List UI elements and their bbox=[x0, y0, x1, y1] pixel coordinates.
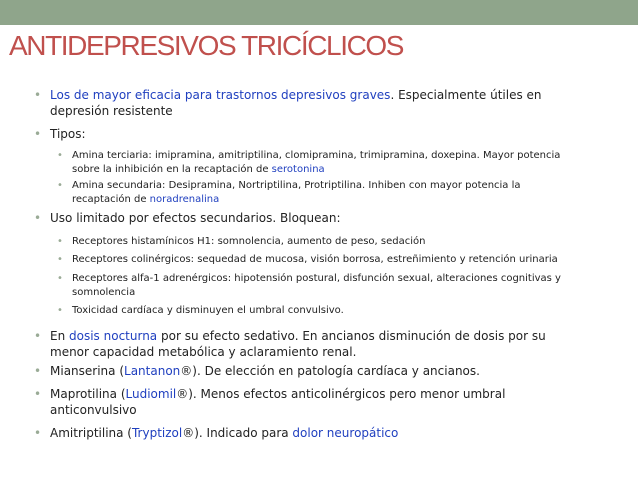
subbullet-alfa1 bbox=[57, 272, 561, 300]
highlight-text: Ludiomil bbox=[125, 387, 177, 401]
bullet-text: Amina terciaria: imipramina, amitriptilina, clomipramina, trimipramina, doxepina. Mayor potencia bbox=[72, 150, 561, 161]
bullet-tipos bbox=[34, 126, 86, 142]
bullet-eficacia bbox=[34, 87, 542, 119]
highlight-text: Los de mayor eficacia para trastornos depresivos graves bbox=[50, 88, 391, 102]
bullet-text: Toxicidad cardíaca y disminuyen el umbral convulsivo. bbox=[72, 305, 344, 316]
subbullet-toxicidad bbox=[57, 304, 344, 318]
highlight-text: noradrenalina bbox=[149, 194, 220, 205]
highlight-text: dosis nocturna bbox=[69, 329, 158, 343]
bullet-uso-limitado bbox=[34, 210, 341, 226]
highlight-text: serotonina bbox=[271, 164, 325, 175]
bullet-marker: • bbox=[57, 236, 63, 247]
bullet-marker: • bbox=[34, 387, 42, 401]
bullet-text: ®). Menos efectos anticolinérgicos pero menor umbral bbox=[176, 387, 506, 401]
bullet-text: En bbox=[50, 329, 70, 343]
bullet-text-line2: menor capacidad metabólica y aclaramiento renal. bbox=[50, 345, 357, 359]
bullet-text: ®). Indicado para bbox=[182, 426, 293, 440]
bullet-text: Uso limitado por efectos secundarios. Bloquean: bbox=[50, 211, 341, 225]
bullet-text: Maprotilina ( bbox=[50, 387, 126, 401]
highlight-text: Lantanon bbox=[124, 364, 181, 378]
bullet-marker: • bbox=[34, 426, 42, 440]
bullet-text: Amina secundaria: Desipramina, Nortriptilina, Protriptilina. Inhiben con mayor potencia la bbox=[72, 180, 521, 191]
subbullet-amina-secundaria bbox=[57, 179, 521, 207]
bullet-amitriptilina bbox=[34, 425, 399, 441]
bullet-text: Receptores histamínicos H1: somnolencia, aumento de peso, sedación bbox=[72, 236, 426, 247]
highlight-text: dolor neuropático bbox=[292, 426, 399, 440]
bullet-text: Tipos: bbox=[50, 127, 86, 141]
bullet-text-line2: recaptación de bbox=[72, 194, 150, 205]
bullet-marker: • bbox=[34, 329, 42, 343]
bullet-text: . Especialmente útiles en bbox=[390, 88, 542, 102]
bullet-text-line2: somnolencia bbox=[72, 287, 136, 298]
bullet-marker: • bbox=[57, 150, 63, 161]
top-color-band bbox=[0, 0, 638, 25]
highlight-text: Tryptizol bbox=[131, 426, 183, 440]
bullet-marker: • bbox=[57, 254, 63, 265]
bullet-marker: • bbox=[34, 88, 42, 102]
bullet-marker: • bbox=[57, 180, 63, 191]
bullet-marker: • bbox=[57, 273, 63, 284]
bullet-text: Receptores alfa-1 adrenérgicos: hipotensión postural, disfunción sexual, alteraciones cognitivas y bbox=[72, 273, 561, 284]
bullet-marker: • bbox=[34, 364, 42, 378]
bullet-marker: • bbox=[34, 211, 42, 225]
bullet-text: por su efecto sedativo. En ancianos disminución de dosis por su bbox=[157, 329, 546, 343]
bullet-text: Receptores colinérgicos: sequedad de mucosa, visión borrosa, estreñimiento y retención urinaria bbox=[72, 254, 558, 265]
bullet-text-line2: sobre la inhibición en la recaptación de bbox=[72, 164, 272, 175]
bullet-marker: • bbox=[57, 305, 63, 316]
subbullet-amina-terciaria bbox=[57, 149, 561, 177]
bullet-text: Amitriptilina ( bbox=[50, 426, 132, 440]
subbullet-colinergicos bbox=[57, 253, 558, 267]
bullet-maprotilina bbox=[34, 386, 506, 418]
bullet-mianserina bbox=[34, 363, 480, 379]
bullet-text-line2: anticonvulsivo bbox=[50, 403, 137, 417]
subbullet-histaminicos bbox=[57, 235, 426, 249]
bullet-text: Mianserina ( bbox=[50, 364, 125, 378]
bullet-marker: • bbox=[34, 127, 42, 141]
bullet-dosis-nocturna bbox=[34, 328, 546, 360]
bullet-text-line2: depresión resistente bbox=[50, 104, 173, 118]
slide-title: ANTIDEPRESIVOS TRICÍCLICOS bbox=[9, 30, 404, 61]
bullet-text: ®). De elección en patología cardíaca y ancianos. bbox=[180, 364, 480, 378]
